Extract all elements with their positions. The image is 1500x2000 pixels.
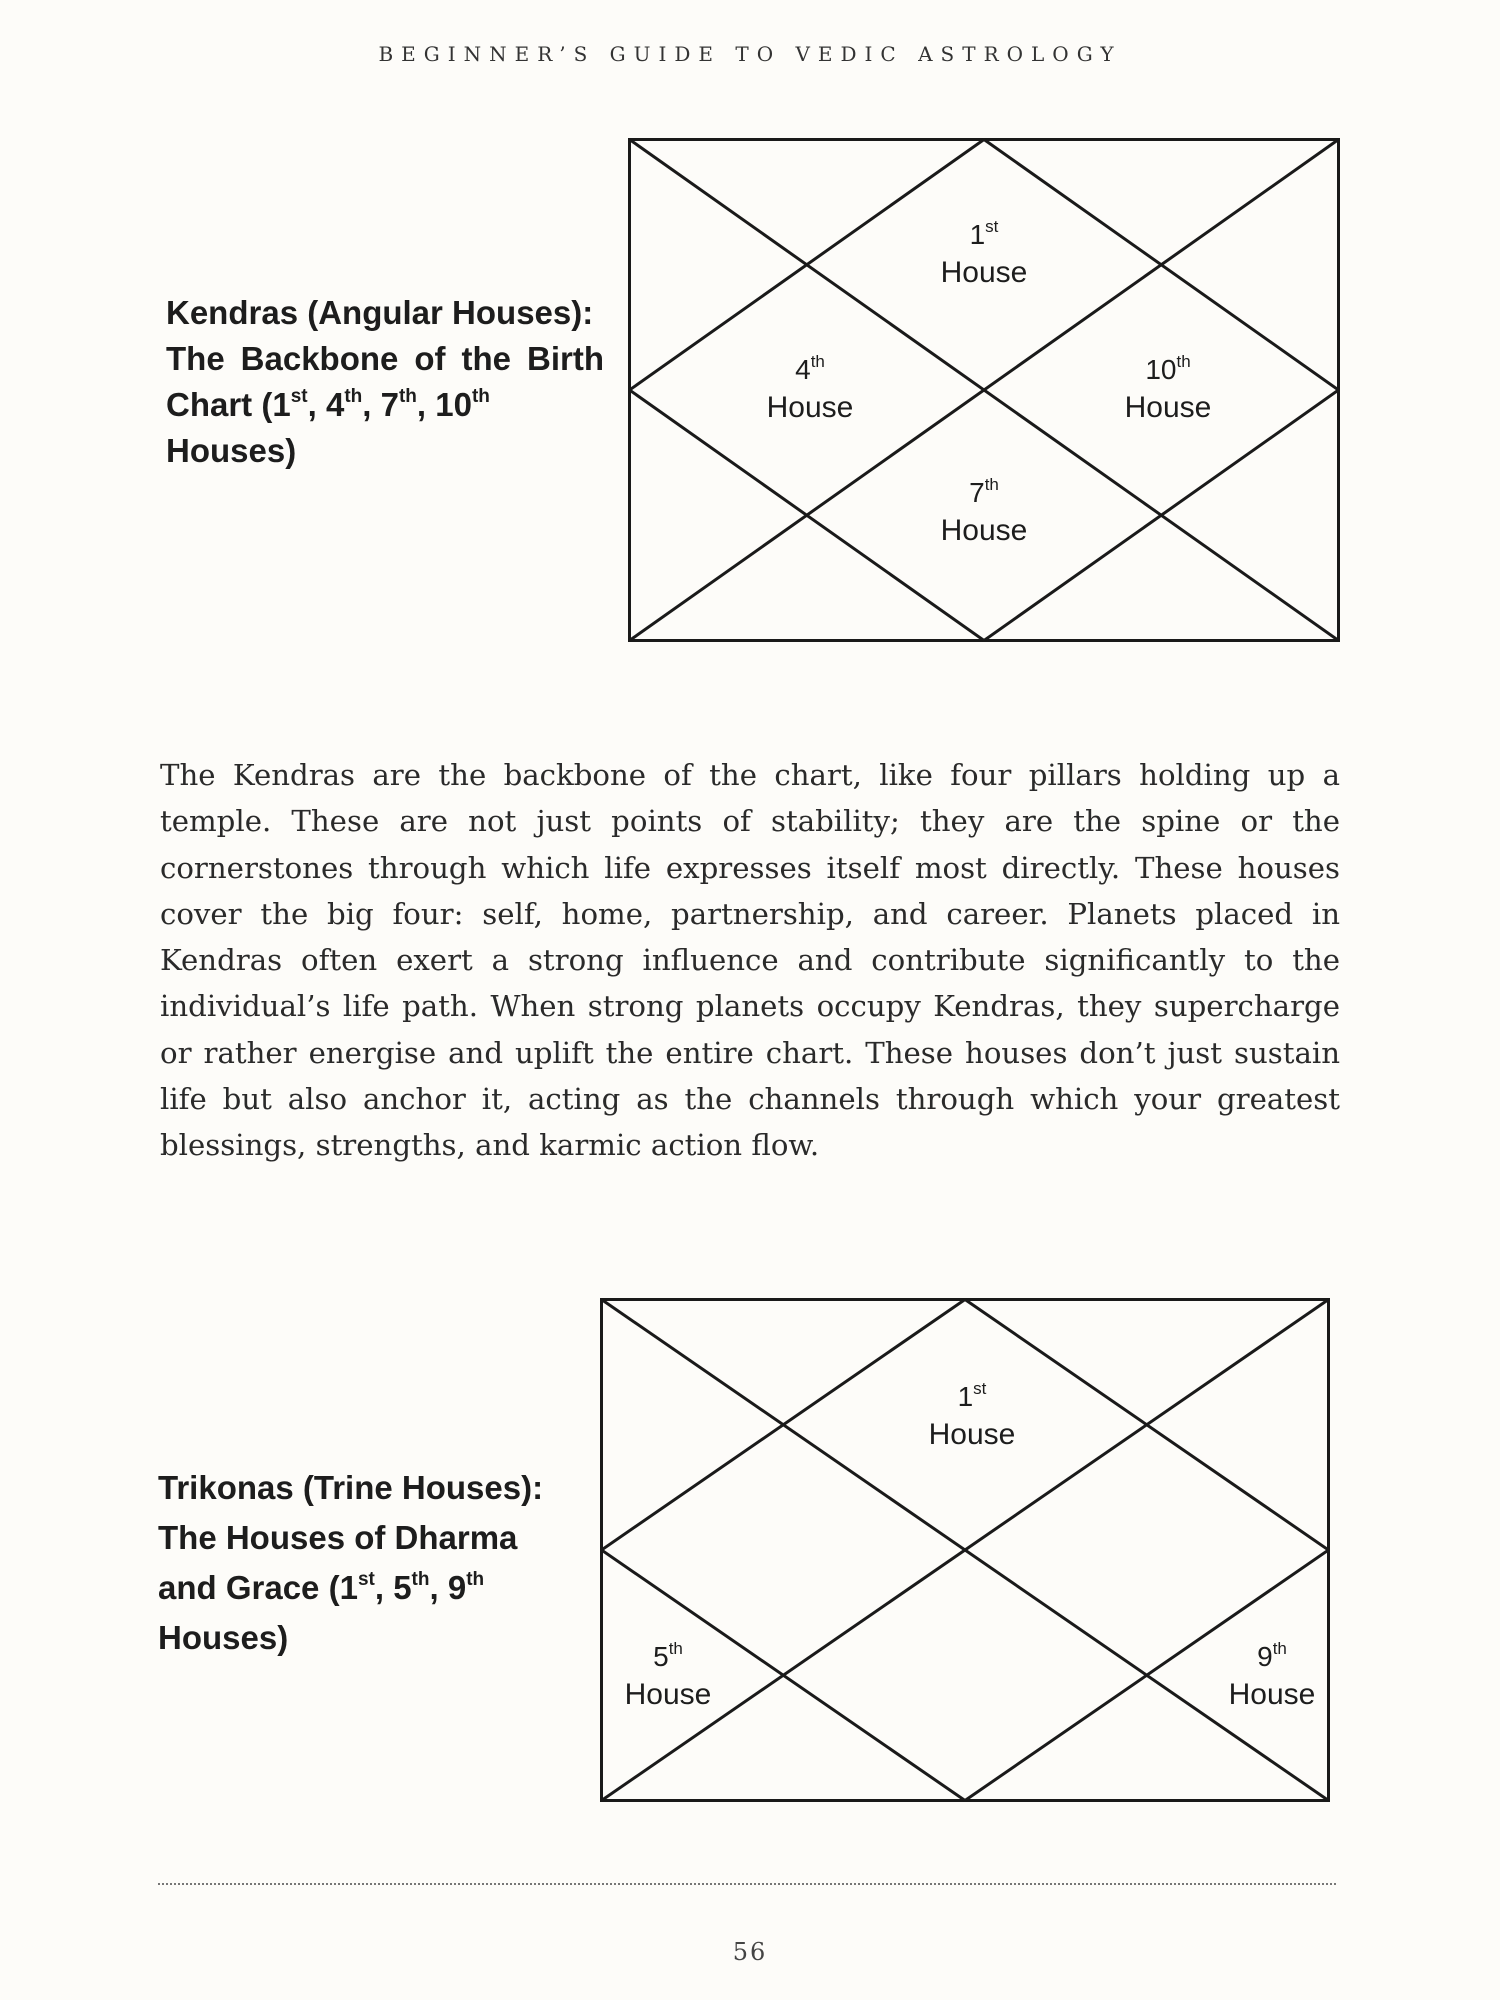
house-word: House [1124, 391, 1212, 424]
trikonas-heading-house: 9 [447, 1569, 467, 1606]
trikonas-chart-diagram [600, 1298, 1330, 1802]
house-number: 7 [969, 477, 985, 508]
kendras-heading-suffix: th [344, 386, 363, 407]
kendras-heading-house: 7 [380, 386, 399, 423]
house-word: House [766, 391, 854, 424]
house-suffix: st [973, 1379, 987, 1398]
trikonas-heading-suffix: th [466, 1569, 485, 1590]
house-number: 5 [653, 1641, 669, 1672]
trikonas-heading-house: 1 [339, 1569, 358, 1606]
footer-divider [158, 1883, 1336, 1885]
house-number: 1 [957, 1381, 974, 1412]
house-suffix: th [1272, 1639, 1287, 1658]
house-suffix: th [668, 1639, 683, 1658]
kendras-heading-suffix: th [471, 386, 490, 407]
kendras-heading-subtitle: The Backbone of the Birth Chart ( [166, 340, 604, 423]
running-head: BEGINNER’S GUIDE TO VEDIC ASTROLOGY [378, 42, 1122, 66]
house-word: House [940, 514, 1028, 547]
trikonas-heading-suffix: th [411, 1569, 430, 1590]
house-suffix: th [810, 352, 825, 371]
trikonas-heading: Trikonas (Trine Houses): The Houses of Dharma and Grace (1st, 5th, 9th Houses) [158, 1469, 544, 1656]
trikonas-heading-house: 5 [393, 1569, 412, 1606]
house-word: House [940, 256, 1028, 289]
trikonas-chart-lines [600, 1298, 1330, 1802]
house-number: 1 [969, 219, 986, 250]
trikonas-house-9-label [1197, 1638, 1347, 1714]
trikonas-heading-title: Trikonas (Trine Houses): [158, 1469, 544, 1506]
kendras-heading-house: 4 [325, 386, 345, 423]
kendras-heading-house: 10 [435, 386, 472, 423]
house-suffix: th [1176, 352, 1191, 371]
trikonas-house-1-label [897, 1378, 1047, 1454]
house-number: 9 [1257, 1641, 1273, 1672]
page-number: 56 [732, 1938, 768, 1966]
house-word: House [624, 1678, 712, 1711]
trikonas-heading-suffix: st [357, 1569, 375, 1590]
house-suffix: th [984, 475, 999, 494]
house-suffix: st [985, 217, 999, 236]
kendras-heading-end: Houses) [166, 432, 297, 469]
kendras-heading-suffix: st [290, 386, 308, 407]
kendras-chart-diagram [628, 138, 1340, 642]
kendras-house-10-label [1093, 351, 1243, 427]
kendras-house-7-label [909, 474, 1059, 550]
kendras-heading-title: Kendras (Angular Houses): [166, 294, 594, 331]
body-paragraph: The Kendras are the backbone of the chart, like four pillars holding up a temple. These are not just points of stability; they are the spine or the cornerstones through which life expresses itself most directly. These houses cover the big four: self, home, partnership, and career. Planets placed in Kendras often exert a strong influence and contribute significantly to the individual’s life path. When strong planets occupy Kendras, they supercharge or rather energise and uplift the entire chart. These houses don’t just sustain life but also anchor it, acting as the channels through which your greatest blessings, strengths, and karmic action flow. [160, 758, 1340, 1163]
house-number: 10 [1145, 354, 1177, 385]
trikonas-heading-subtitle2: and Grace ( [158, 1569, 340, 1606]
kendras-house-1-label [909, 216, 1059, 292]
trikonas-house-5-label [593, 1638, 743, 1714]
kendras-heading: Kendras (Angular Houses): The Backbone of the Birth Chart (1st, 4th, 7th, 10th Houses) [166, 294, 604, 469]
trikonas-heading-end: Houses) [158, 1619, 289, 1656]
house-number: 4 [795, 354, 811, 385]
kendras-house-4-label [735, 351, 885, 427]
kendras-heading-house: 1 [272, 386, 291, 423]
house-word: House [928, 1418, 1016, 1451]
kendras-heading-suffix: th [398, 386, 417, 407]
trikonas-heading-subtitle: The Houses of Dharma [158, 1519, 518, 1556]
house-word: House [1228, 1678, 1316, 1711]
